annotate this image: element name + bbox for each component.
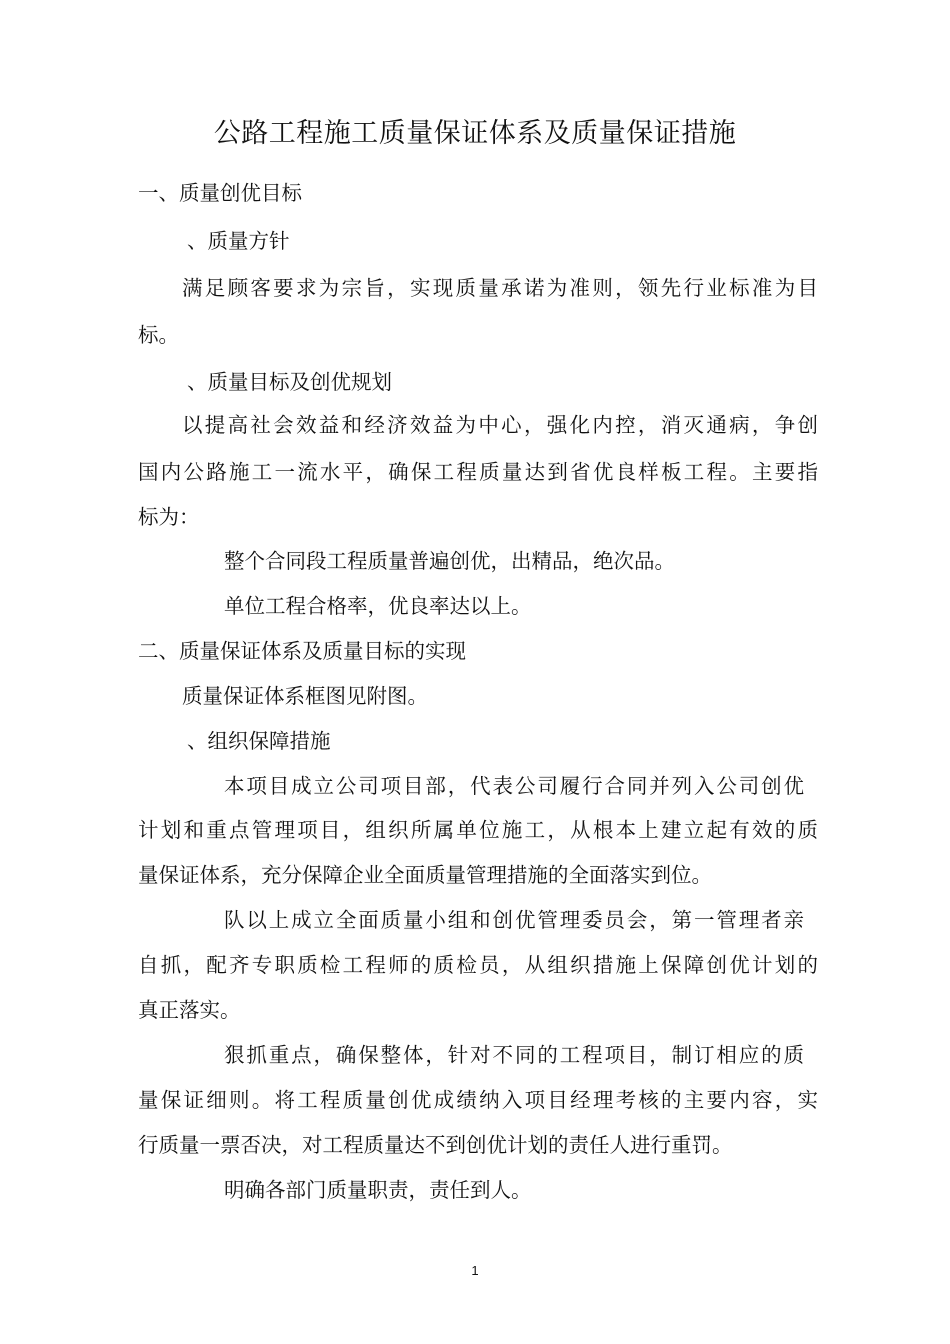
document-title: 公路工程施工质量保证体系及质量保证措施	[213, 118, 737, 149]
paragraph-line: 标为：	[138, 505, 200, 529]
paragraph-line: 真正落实。	[138, 998, 241, 1022]
section-heading-quality-goals: 一、质量创优目标	[138, 181, 302, 205]
paragraph-line: 质量保证体系框图见附图。	[182, 684, 428, 708]
paragraph-line: 满足顾客要求为宗旨，实现质量承诺为准则，领先行业标准为目	[182, 276, 818, 300]
paragraph-line: 自抓，配齐专职质检工程师的质检员，从组织措施上保障创优计划的	[138, 953, 818, 977]
paragraph-line: 量保证体系，充分保障企业全面质量管理措施的全面落实到位。	[138, 863, 712, 887]
paragraph-line: 队以上成立全面质量小组和创优管理委员会，第一管理者亲	[224, 908, 804, 932]
subheading-organization-measures: 、组织保障措施	[187, 729, 331, 753]
paragraph-line: 国内公路施工一流水平，确保工程质量达到省优良样板工程。主要指	[138, 460, 818, 484]
paragraph-line: 单位工程合格率，优良率达以上。	[224, 594, 532, 618]
paragraph-line: 行质量一票否决，对工程质量达不到创优计划的责任人进行重罚。	[138, 1133, 733, 1157]
subheading-quality-policy: 、质量方针	[187, 229, 290, 253]
paragraph-line: 整个合同段工程质量普遍创优，出精品，绝次品。	[224, 549, 675, 573]
paragraph-line: 明确各部门质量职责，责任到人。	[224, 1178, 532, 1202]
subheading-quality-targets: 、质量目标及创优规划	[187, 370, 392, 394]
paragraph-line: 本项目成立公司项目部，代表公司履行合同并列入公司创优	[224, 774, 804, 798]
paragraph-line: 狠抓重点，确保整体，针对不同的工程项目，制订相应的质	[224, 1043, 804, 1067]
paragraph-line: 标。	[138, 323, 179, 347]
paragraph-line: 以提高社会效益和经济效益为中心，强化内控，消灭通病，争创	[182, 413, 818, 437]
section-heading-quality-system: 二、质量保证体系及质量目标的实现	[138, 639, 466, 663]
paragraph-line: 计划和重点管理项目，组织所属单位施工，从根本上建立起有效的质	[138, 818, 818, 842]
paragraph-line: 量保证细则。将工程质量创优成绩纳入项目经理考核的主要内容，实	[138, 1088, 818, 1112]
page-number: 1	[471, 1263, 479, 1278]
